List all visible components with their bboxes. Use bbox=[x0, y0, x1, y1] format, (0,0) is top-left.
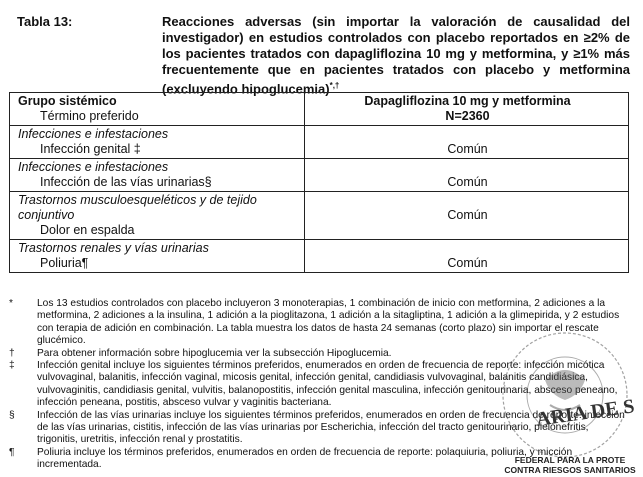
stamp-arc-text: ARIA DE S bbox=[534, 395, 636, 431]
footnote-text: Poliuria incluye los términos preferidos, enumerados en orden de frecuencia de reporte: polaquiuria, poliuria, y micción incrementada. bbox=[37, 446, 573, 471]
stamp-line1: FEDERAL PARA LA PROTE bbox=[514, 455, 626, 465]
row-term: Infección de las vías urinarias§ bbox=[40, 175, 212, 189]
footnote-text: Infección de las vías urinarias incluye los siguientes términos preferidos, enumerados en orden de frecuencia de reporte: infección de las vías urinarias, cistitis, infección de las vías urinarias por Escherichia, infección del tracto genitourinario, pielonefritis, trigonitis, uretritis, infección renal y prostatitis. bbox=[37, 409, 625, 446]
row-value-cell bbox=[305, 240, 629, 273]
table-row bbox=[10, 192, 629, 240]
table-row bbox=[10, 240, 629, 273]
adverse-reactions-table bbox=[9, 92, 629, 273]
row-term: Infección genital ‡ bbox=[40, 142, 141, 156]
row-value-cell bbox=[305, 126, 629, 159]
header-col1 bbox=[10, 93, 305, 126]
row-value-cell bbox=[305, 192, 629, 240]
table-row bbox=[10, 126, 629, 159]
table-row bbox=[10, 159, 629, 192]
footnote-text: Los 13 estudios controlados con placebo incluyeron 3 monoterapias, 1 combinación de inicio con metformina, 2 adiciones a la metformina, 2 adiciones a la insulina, 1 adición a la pioglitazona, 1 adición a la sitagliptina, 1 adición a la glimepirida, y 2 estudios con terapia de adición en combinación. La tabla muestra los datos de hasta 24 semanas (corto plazo) sin importar el rescate glucémico. bbox=[37, 298, 620, 347]
caption-footnote-marks: *,† bbox=[329, 81, 340, 90]
footnote-symbol: ¶ bbox=[9, 446, 15, 458]
header-drug-name: Dapagliflozina 10 mg y metformina bbox=[364, 94, 571, 108]
row-group: Trastornos musculoesqueléticos y de tejido conjuntivo bbox=[18, 193, 257, 222]
row-term: Poliuria¶ bbox=[40, 256, 89, 270]
row-value: Común bbox=[447, 175, 488, 189]
header-term-subtitle: Término preferido bbox=[40, 109, 139, 123]
header-n-value: N=2360 bbox=[445, 109, 490, 123]
footnote-symbol: ‡ bbox=[9, 360, 15, 372]
row-value: Común bbox=[447, 256, 488, 270]
row-value: Común bbox=[447, 208, 488, 222]
header-col2 bbox=[305, 93, 629, 126]
footnote-symbol: * bbox=[9, 298, 13, 309]
table-header-row bbox=[10, 93, 629, 126]
row-value: Común bbox=[447, 142, 488, 156]
stamp-line2: CONTRA RIESGOS SANITARIOS bbox=[504, 465, 636, 475]
caption-text: Reacciones adversas (sin importar la valoración de causalidad del investigador) en estudios controlados con placebo reportados en ≥2% de los pacientes tratados con dapagliflozina 10 mg y metformina, y ≥1% más frecuentemente que en pacientes tratados con placebo y metformina (excluyendo hipoglucemia) bbox=[162, 14, 630, 97]
table-caption bbox=[162, 14, 630, 97]
table-number-label: Tabla 13: bbox=[17, 14, 73, 29]
footnote-symbol: † bbox=[9, 347, 15, 359]
row-label-cell bbox=[10, 240, 305, 273]
footnote-text: Para obtener información sobre hipoglucemia ver la subsección Hipoglucemia. bbox=[37, 347, 392, 359]
row-label-cell bbox=[10, 126, 305, 159]
stamp-agency-text bbox=[500, 455, 640, 475]
row-group: Infecciones e infestaciones bbox=[18, 127, 169, 141]
row-value-cell bbox=[305, 159, 629, 192]
footnote-text: Infección genital incluye los siguientes términos preferidos, enumerados en orden de frecuencia de reporte: infección micótica vulvovaginal, balanitis, infección vaginal, micosis genital, infección genital, candidiasis vulvovaginal, balanitis candidiásica, vulvovaginitis, candidiasis genital, vulvitis, balanopostitis, infección genital masculina, infección genitourinaria, absceso peneano, infección peneana, postitis, absceso vulvar y vaginitis bacteriana. bbox=[37, 360, 618, 409]
header-group-title: Grupo sistémico bbox=[18, 94, 117, 108]
footnote-symbol: § bbox=[9, 409, 15, 421]
row-term: Dolor en espalda bbox=[40, 223, 135, 237]
row-label-cell bbox=[10, 192, 305, 240]
row-group: Infecciones e infestaciones bbox=[18, 160, 169, 174]
row-label-cell bbox=[10, 159, 305, 192]
row-group: Trastornos renales y vías urinarias bbox=[18, 241, 209, 255]
